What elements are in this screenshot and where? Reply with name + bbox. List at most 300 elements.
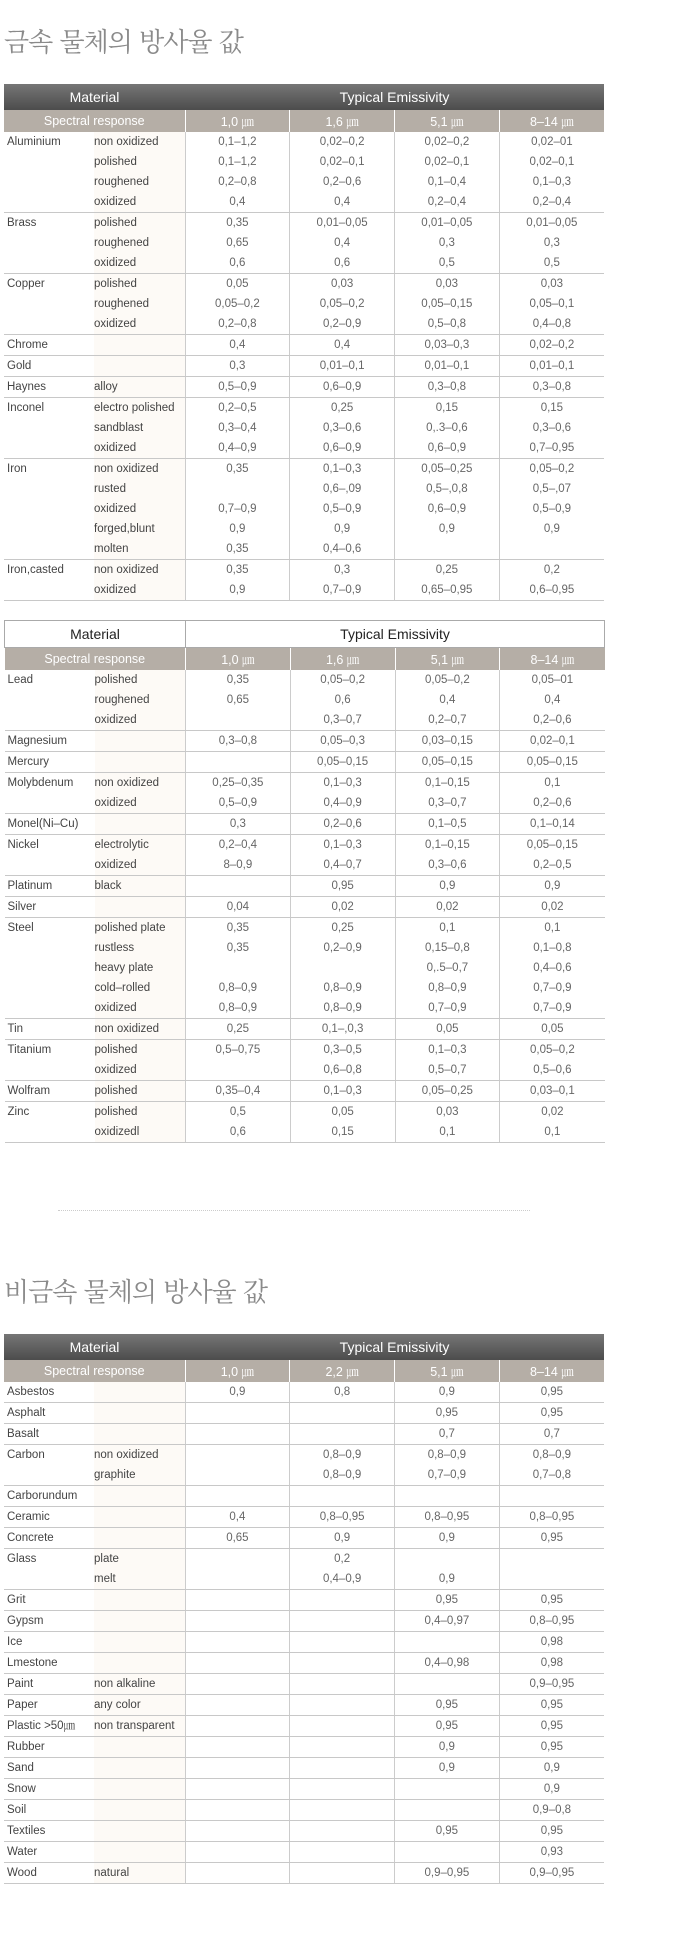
emissivity-value-cell — [290, 1821, 395, 1842]
table-row — [4, 1632, 604, 1653]
condition-cell: natural — [94, 1863, 185, 1884]
table-row — [4, 1611, 604, 1632]
emissivity-value-cell: 0,1–0,3 0,5–0,7 — [395, 1040, 500, 1081]
emissivity-value-cell: 0,8–0,95 — [290, 1507, 395, 1528]
table-row — [4, 1590, 604, 1611]
emissivity-value-cell: 0,35 0,9 — [185, 560, 290, 601]
emissivity-value-cell: 0,1–0,3 — [290, 1081, 395, 1102]
emissivity-value-cell: 0,03–0,3 — [395, 335, 500, 356]
table-row — [4, 1863, 604, 1884]
condition-cell: polished roughened oxidized — [94, 274, 185, 335]
condition-cell: non oxidized oxidized — [94, 560, 185, 601]
emissivity-value-cell: 0,9–0,8 — [499, 1800, 604, 1821]
material-cell: Gold — [4, 356, 94, 377]
emissivity-value-cell: 0,8–0,95 — [395, 1507, 500, 1528]
material-cell: Sand — [4, 1758, 94, 1779]
table-row — [5, 897, 605, 918]
emissivity-value-cell: 0,15 0,.3–0,6 0,6–0,9 — [395, 398, 500, 459]
emissivity-value-cell: 0,35 0,65 0,6 — [185, 213, 290, 274]
emissivity-value-cell — [290, 1653, 395, 1674]
emissivity-table — [4, 620, 605, 1143]
emissivity-value-cell: 0,05–0,3 — [290, 731, 395, 752]
emissivity-value-cell — [185, 1590, 290, 1611]
table-row — [5, 918, 605, 1019]
emissivity-value-cell: 0,05 — [500, 1019, 605, 1040]
condition-cell: black — [95, 876, 186, 897]
section-divider — [58, 1210, 530, 1211]
emissivity-value-cell: 0,01–0,05 0,3 0,5 — [395, 213, 500, 274]
spectral-response-header: Spectral response — [4, 1360, 185, 1382]
emissivity-value-cell: 0,95 — [290, 876, 395, 897]
emissivity-value-cell — [395, 1674, 500, 1695]
emissivity-value-cell: 0,02 — [500, 897, 605, 918]
material-cell: Platinum — [5, 876, 95, 897]
emissivity-value-cell — [290, 1716, 395, 1737]
emissivity-value-cell: 0,02–0,2 0,02–0,1 0,1–0,4 0,2–0,4 — [395, 132, 500, 213]
emissivity-value-cell: 0,4–0,97 — [395, 1611, 500, 1632]
condition-cell — [94, 1611, 185, 1632]
emissivity-value-cell: 0,05–0,15 — [395, 752, 500, 773]
emissivity-value-cell: 0,3 — [185, 356, 290, 377]
table-row — [5, 752, 605, 773]
emissivity-value-cell: 0,05–0,15 — [290, 752, 395, 773]
emissivity-value-cell — [185, 1779, 290, 1800]
table-row — [4, 1445, 604, 1486]
emissivity-value-cell — [185, 1695, 290, 1716]
emissivity-value-cell: 0,25–0,35 0,5–0,9 — [186, 773, 291, 814]
emissivity-value-cell: 0,5–0,9 — [185, 377, 290, 398]
emissivity-value-cell: 0,1–0,3 0,4–0,7 — [290, 835, 395, 876]
emissivity-value-cell: 0,05–0,2 0,5–,07 0,5–0,9 0,9 — [499, 459, 604, 560]
condition-cell — [94, 1424, 185, 1445]
emissivity-value-cell: 0,05–0,15 — [500, 752, 605, 773]
emissivity-value-cell: 0,95 — [499, 1403, 604, 1424]
emissivity-value-cell: 0,95 — [395, 1590, 500, 1611]
condition-cell: polished oxidizedl — [95, 1102, 186, 1143]
metals-table-2 — [4, 620, 604, 1143]
table-row — [4, 1507, 604, 1528]
emissivity-value-cell: 0,1 0,15–0,8 0,.5–0,7 0,8–0,9 0,7–0,9 — [395, 918, 500, 1019]
emissivity-value-cell: 0,4 — [185, 335, 290, 356]
emissivity-value-cell: 0,95 — [499, 1716, 604, 1737]
emissivity-value-cell: 0,02 — [395, 897, 500, 918]
emissivity-value-cell: 0,02 — [290, 897, 395, 918]
emissivity-value-cell: 0,1–0,14 — [500, 814, 605, 835]
table-row — [4, 335, 604, 356]
emissivity-value-cell: 0,95 — [499, 1737, 604, 1758]
table-row — [5, 835, 605, 876]
table-row — [5, 1081, 605, 1102]
emissivity-value-cell — [290, 1842, 395, 1863]
material-cell: Basalt — [4, 1424, 94, 1445]
emissivity-value-cell — [395, 1486, 500, 1507]
emissivity-value-cell: 0,05–0,15 0,2–0,5 — [500, 835, 605, 876]
emissivity-value-cell: 0,8–0,9 0,7–0,9 — [395, 1445, 500, 1486]
material-cell: Soil — [4, 1800, 94, 1821]
emissivity-value-cell: 0,35 0,35 0,8–0,9 0,8–0,9 — [186, 918, 291, 1019]
emissivity-value-cell — [185, 1445, 290, 1486]
material-header: Material — [5, 621, 186, 648]
material-header: Material — [4, 84, 185, 110]
condition-cell — [94, 1382, 185, 1403]
emissivity-value-cell: 0,15 0,3–0,6 0,7–0,95 — [499, 398, 604, 459]
condition-cell: alloy — [94, 377, 185, 398]
material-cell: Paper — [4, 1695, 94, 1716]
material-cell: Silver — [5, 897, 95, 918]
condition-cell: polished — [95, 1081, 186, 1102]
band-header: 8–14 ㎛ — [499, 1360, 604, 1382]
emissivity-value-cell: 0,01–0,1 — [290, 356, 395, 377]
table-row — [4, 356, 604, 377]
material-cell: Wood — [4, 1863, 94, 1884]
emissivity-value-cell — [395, 1800, 500, 1821]
emissivity-value-cell: 0,05 0,15 — [290, 1102, 395, 1143]
emissivity-value-cell: 0,2 0,4–0,9 — [290, 1549, 395, 1590]
emissivity-value-cell: 0,05–0,25 0,5–,0,8 0,6–0,9 0,9 — [395, 459, 500, 560]
emissivity-value-cell: 0,01–0,1 — [499, 356, 604, 377]
band-header: 5,1 ㎛ — [395, 110, 500, 132]
condition-cell: polished oxidized — [95, 1040, 186, 1081]
emissivity-value-cell: 0,25 0,2–0,9 0,8–0,9 0,8–0,9 — [290, 918, 395, 1019]
emissivity-value-cell: 0,9 — [395, 876, 500, 897]
emissivity-value-cell — [290, 1403, 395, 1424]
material-cell: Iron — [4, 459, 94, 560]
emissivity-value-cell: 0,01–0,05 0,4 0,6 — [290, 213, 395, 274]
emissivity-value-cell — [185, 1549, 290, 1590]
band-header: 5,1 ㎛ — [395, 648, 500, 671]
material-cell: Tin — [5, 1019, 95, 1040]
condition-cell — [94, 356, 185, 377]
emissivity-value-cell — [185, 1632, 290, 1653]
material-cell: Paint — [4, 1674, 94, 1695]
material-cell: Iron,casted — [4, 560, 94, 601]
table-row — [4, 1424, 604, 1445]
emissivity-value-cell: 0,9 — [395, 1549, 500, 1590]
emissivity-value-cell: 0,05–0,25 — [395, 1081, 500, 1102]
condition-cell — [95, 897, 186, 918]
material-cell: Textiles — [4, 1821, 94, 1842]
emissivity-value-cell: 0,1–0,5 — [395, 814, 500, 835]
emissivity-value-cell — [290, 1695, 395, 1716]
emissivity-value-cell: 0,3–0,8 — [499, 377, 604, 398]
condition-cell — [94, 1653, 185, 1674]
material-cell: Ice — [4, 1632, 94, 1653]
emissivity-value-cell: 0,9 — [499, 1779, 604, 1800]
condition-cell: electro polished sandblast oxidized — [94, 398, 185, 459]
condition-cell — [95, 752, 186, 773]
emissivity-value-cell: 0,1–1,2 0,1–1,2 0,2–0,8 0,4 — [185, 132, 290, 213]
emissivity-value-cell: 0,8 — [290, 1382, 395, 1403]
emissivity-value-cell: 0,5 0,6 — [186, 1102, 291, 1143]
emissivity-value-cell — [185, 1842, 290, 1863]
emissivity-value-cell: 0,05 — [395, 1019, 500, 1040]
emissivity-value-cell: 0,03 0,05–0,2 0,2–0,9 — [290, 274, 395, 335]
emissivity-value-cell — [185, 1821, 290, 1842]
condition-cell — [94, 1821, 185, 1842]
table-row — [4, 1549, 604, 1590]
emissivity-value-cell: 0,95 — [395, 1403, 500, 1424]
emissivity-value-cell: 0,03–0,1 — [500, 1081, 605, 1102]
material-cell: Concrete — [4, 1528, 94, 1549]
metals-title: 금속 물체의 방사율 값 — [4, 28, 243, 58]
emissivity-value-cell: 0,35 0,7–0,9 0,9 0,35 — [185, 459, 290, 560]
table-row — [4, 1403, 604, 1424]
condition-cell: polished roughened oxidized — [94, 213, 185, 274]
condition-cell — [94, 1737, 185, 1758]
band-header: 1,0 ㎛ — [185, 110, 290, 132]
emissivity-value-cell — [185, 1403, 290, 1424]
emissivity-value-cell: 0,05 0,05–0,2 0,2–0,8 — [185, 274, 290, 335]
emissivity-value-cell: 0,9 — [290, 1528, 395, 1549]
material-cell: Asphalt — [4, 1403, 94, 1424]
emissivity-value-cell: 0,05–0,2 0,5–0,6 — [500, 1040, 605, 1081]
condition-cell: non oxidized graphite — [94, 1445, 185, 1486]
band-header: 8–14 ㎛ — [500, 648, 605, 671]
band-header: 1,6 ㎛ — [290, 110, 395, 132]
table-row — [4, 132, 604, 213]
table-row — [4, 1716, 604, 1737]
emissivity-value-cell — [395, 1632, 500, 1653]
emissivity-value-cell — [185, 1737, 290, 1758]
emissivity-value-cell: 0,95 — [395, 1716, 500, 1737]
emissivity-table — [4, 84, 604, 601]
table-row — [4, 1779, 604, 1800]
emissivity-value-cell: 0,35 0,65 — [186, 670, 291, 731]
emissivity-value-cell — [499, 1486, 604, 1507]
emissivity-value-cell: 0,9–0,95 — [499, 1863, 604, 1884]
emissivity-value-cell: 0,02 0,1 — [500, 1102, 605, 1143]
material-cell: Ceramic — [4, 1507, 94, 1528]
emissivity-value-cell: 0,1–,0,3 — [290, 1019, 395, 1040]
emissivity-value-cell: 0,5–0,75 — [186, 1040, 291, 1081]
emissivity-table — [4, 1334, 604, 1884]
emissivity-value-cell: 0,02–0,2 0,02–0,1 0,2–0,6 0,4 — [290, 132, 395, 213]
emissivity-value-cell: 0,1–0,3 0,6–,09 0,5–0,9 0,9 0,4–0,6 — [290, 459, 395, 560]
emissivity-value-cell: 0,1 0,2–0,6 — [500, 773, 605, 814]
material-cell: Brass — [4, 213, 94, 274]
condition-cell: non alkaline — [94, 1674, 185, 1695]
condition-cell — [95, 731, 186, 752]
emissivity-value-cell — [499, 1549, 604, 1590]
table-row — [4, 274, 604, 335]
band-header: 8–14 ㎛ — [499, 110, 604, 132]
typical-emissivity-header: Typical Emissivity — [185, 84, 604, 110]
emissivity-value-cell: 0,2–0,6 — [290, 814, 395, 835]
emissivity-value-cell — [185, 1674, 290, 1695]
material-cell: Mercury — [5, 752, 95, 773]
table-row — [4, 1486, 604, 1507]
emissivity-value-cell: 0,3 0,7–0,9 — [290, 560, 395, 601]
emissivity-value-cell: 0,25 0,65–0,95 — [395, 560, 500, 601]
emissivity-value-cell — [290, 1779, 395, 1800]
table-row — [4, 560, 604, 601]
emissivity-value-cell: 0,04 — [186, 897, 291, 918]
condition-cell: polished roughened oxidized — [95, 670, 186, 731]
material-cell: Rubber — [4, 1737, 94, 1758]
table-row — [5, 1102, 605, 1143]
condition-cell: electrolytic oxidized — [95, 835, 186, 876]
table-row — [4, 1695, 604, 1716]
material-cell: Asbestos — [4, 1382, 94, 1403]
condition-cell — [94, 1403, 185, 1424]
condition-cell — [94, 1842, 185, 1863]
material-cell: Titanium — [5, 1040, 95, 1081]
emissivity-value-cell: 0,2–0,4 8–0,9 — [186, 835, 291, 876]
emissivity-value-cell: 0,9 — [395, 1528, 500, 1549]
table-row — [5, 814, 605, 835]
emissivity-value-cell: 0,3 — [186, 814, 291, 835]
band-header: 1,6 ㎛ — [290, 648, 395, 671]
emissivity-value-cell — [186, 876, 291, 897]
condition-cell — [94, 1779, 185, 1800]
emissivity-value-cell: 0,03 0,1 — [395, 1102, 500, 1143]
emissivity-value-cell: 0,1–0,15 0,3–0,7 — [395, 773, 500, 814]
typical-emissivity-header: Typical Emissivity — [185, 1334, 604, 1360]
material-cell: Aluminium — [4, 132, 94, 213]
table-row — [4, 1800, 604, 1821]
material-cell: Haynes — [4, 377, 94, 398]
material-cell: Lmestone — [4, 1653, 94, 1674]
condition-cell — [94, 1507, 185, 1528]
table-row — [5, 773, 605, 814]
emissivity-value-cell — [185, 1611, 290, 1632]
emissivity-value-cell: 0,95 — [499, 1821, 604, 1842]
emissivity-value-cell: 0,9 — [395, 1382, 500, 1403]
emissivity-value-cell: 0,03 0,05–0,15 0,5–0,8 — [395, 274, 500, 335]
material-cell: Lead — [5, 670, 95, 731]
table-row — [4, 213, 604, 274]
emissivity-value-cell: 0,1–0,15 0,3–0,6 — [395, 835, 500, 876]
table-row — [4, 459, 604, 560]
table-row — [4, 1653, 604, 1674]
emissivity-value-cell: 0,9–0,95 — [499, 1674, 604, 1695]
table-row — [4, 377, 604, 398]
emissivity-value-cell: 0,35–0,4 — [186, 1081, 291, 1102]
material-cell: Copper — [4, 274, 94, 335]
emissivity-value-cell: 0,02–0,2 — [499, 335, 604, 356]
emissivity-value-cell — [290, 1424, 395, 1445]
emissivity-value-cell: 0,03–0,15 — [395, 731, 500, 752]
emissivity-value-cell: 0,05–0,2 0,6 0,3–0,7 — [290, 670, 395, 731]
material-cell: Magnesium — [5, 731, 95, 752]
material-cell: Grit — [4, 1590, 94, 1611]
condition-cell — [94, 335, 185, 356]
emissivity-value-cell — [185, 1486, 290, 1507]
table-row — [5, 670, 605, 731]
table-row — [5, 1040, 605, 1081]
material-cell: Steel — [5, 918, 95, 1019]
emissivity-value-cell — [290, 1863, 395, 1884]
material-cell: Snow — [4, 1779, 94, 1800]
condition-cell — [94, 1800, 185, 1821]
condition-cell: non transparent — [94, 1716, 185, 1737]
emissivity-value-cell: 0,3–0,5 0,6–0,8 — [290, 1040, 395, 1081]
emissivity-value-cell: 0,25 — [186, 1019, 291, 1040]
material-cell: Zinc — [5, 1102, 95, 1143]
condition-cell: any color — [94, 1695, 185, 1716]
condition-cell: non oxidized — [95, 1019, 186, 1040]
emissivity-value-cell: 0,3–0,8 — [395, 377, 500, 398]
emissivity-value-cell: 0,7 — [395, 1424, 500, 1445]
emissivity-value-cell: 0,9 — [395, 1758, 500, 1779]
band-header: 2,2 ㎛ — [290, 1360, 395, 1382]
condition-cell: non oxidized oxidized — [95, 773, 186, 814]
table-row — [4, 1737, 604, 1758]
emissivity-value-cell — [186, 752, 291, 773]
emissivity-value-cell — [290, 1611, 395, 1632]
material-cell: Carbon — [4, 1445, 94, 1486]
table-row — [4, 398, 604, 459]
emissivity-value-cell: 0,1 0,1–0,8 0,4–0,6 0,7–0,9 0,7–0,9 — [500, 918, 605, 1019]
emissivity-value-cell: 0,95 — [499, 1590, 604, 1611]
table-row — [4, 1382, 604, 1403]
table-row — [4, 1758, 604, 1779]
emissivity-value-cell — [290, 1737, 395, 1758]
emissivity-value-cell: 0,8–0,95 — [499, 1507, 604, 1528]
emissivity-value-cell: 0,02–0,1 — [500, 731, 605, 752]
material-cell: Nickel — [5, 835, 95, 876]
emissivity-value-cell: 0,4 — [185, 1507, 290, 1528]
typical-emissivity-header: Typical Emissivity — [186, 621, 605, 648]
emissivity-value-cell: 0,25 0,3–0,6 0,6–0,9 — [290, 398, 395, 459]
emissivity-value-cell: 0,9–0,95 — [395, 1863, 500, 1884]
emissivity-value-cell: 0,95 — [395, 1821, 500, 1842]
condition-cell: non oxidized rusted oxidized forged,blunt molten — [94, 459, 185, 560]
emissivity-value-cell — [290, 1674, 395, 1695]
emissivity-value-cell: 0,05–01 0,4 0,2–0,6 — [500, 670, 605, 731]
emissivity-value-cell: 0,95 — [499, 1382, 604, 1403]
material-cell: Gypsm — [4, 1611, 94, 1632]
emissivity-value-cell: 0,01–0,1 — [395, 356, 500, 377]
material-cell: Chrome — [4, 335, 94, 356]
emissivity-value-cell: 0,93 — [499, 1842, 604, 1863]
table-row — [4, 1674, 604, 1695]
band-header: 5,1 ㎛ — [395, 1360, 500, 1382]
emissivity-value-cell: 0,02–01 0,02–0,1 0,1–0,3 0,2–0,4 — [499, 132, 604, 213]
emissivity-value-cell — [290, 1800, 395, 1821]
spectral-response-header: Spectral response — [5, 648, 186, 671]
emissivity-value-cell — [290, 1590, 395, 1611]
material-cell: Plastic >50㎛ — [4, 1716, 94, 1737]
emissivity-value-cell — [290, 1632, 395, 1653]
emissivity-value-cell — [185, 1716, 290, 1737]
table-row — [5, 876, 605, 897]
emissivity-value-cell: 0,2 0,6–0,95 — [499, 560, 604, 601]
material-cell: Molybdenum — [5, 773, 95, 814]
condition-cell — [94, 1486, 185, 1507]
band-header: 1,0 ㎛ — [186, 648, 291, 671]
emissivity-value-cell — [290, 1758, 395, 1779]
emissivity-value-cell: 0,05–0,2 0,4 0,2–0,7 — [395, 670, 500, 731]
emissivity-value-cell: 0,4 — [290, 335, 395, 356]
emissivity-value-cell: 0,1–0,3 0,4–0,9 — [290, 773, 395, 814]
material-cell: Glass — [4, 1549, 94, 1590]
emissivity-value-cell: 0,03 0,05–0,1 0,4–0,8 — [499, 274, 604, 335]
emissivity-value-cell: 0,95 — [499, 1695, 604, 1716]
emissivity-value-cell: 0,7 — [499, 1424, 604, 1445]
emissivity-value-cell: 0,8–0,9 0,7–0,8 — [499, 1445, 604, 1486]
emissivity-value-cell: 0,95 — [499, 1528, 604, 1549]
emissivity-value-cell — [185, 1863, 290, 1884]
emissivity-value-cell: 0,01–0,05 0,3 0,5 — [499, 213, 604, 274]
emissivity-value-cell: 0,95 — [395, 1695, 500, 1716]
band-header: 1,0 ㎛ — [185, 1360, 290, 1382]
emissivity-value-cell: 0,98 — [499, 1632, 604, 1653]
emissivity-value-cell — [395, 1842, 500, 1863]
metals-table-1 — [4, 84, 604, 601]
condition-cell — [94, 1632, 185, 1653]
nonmetals-table — [4, 1334, 604, 1884]
